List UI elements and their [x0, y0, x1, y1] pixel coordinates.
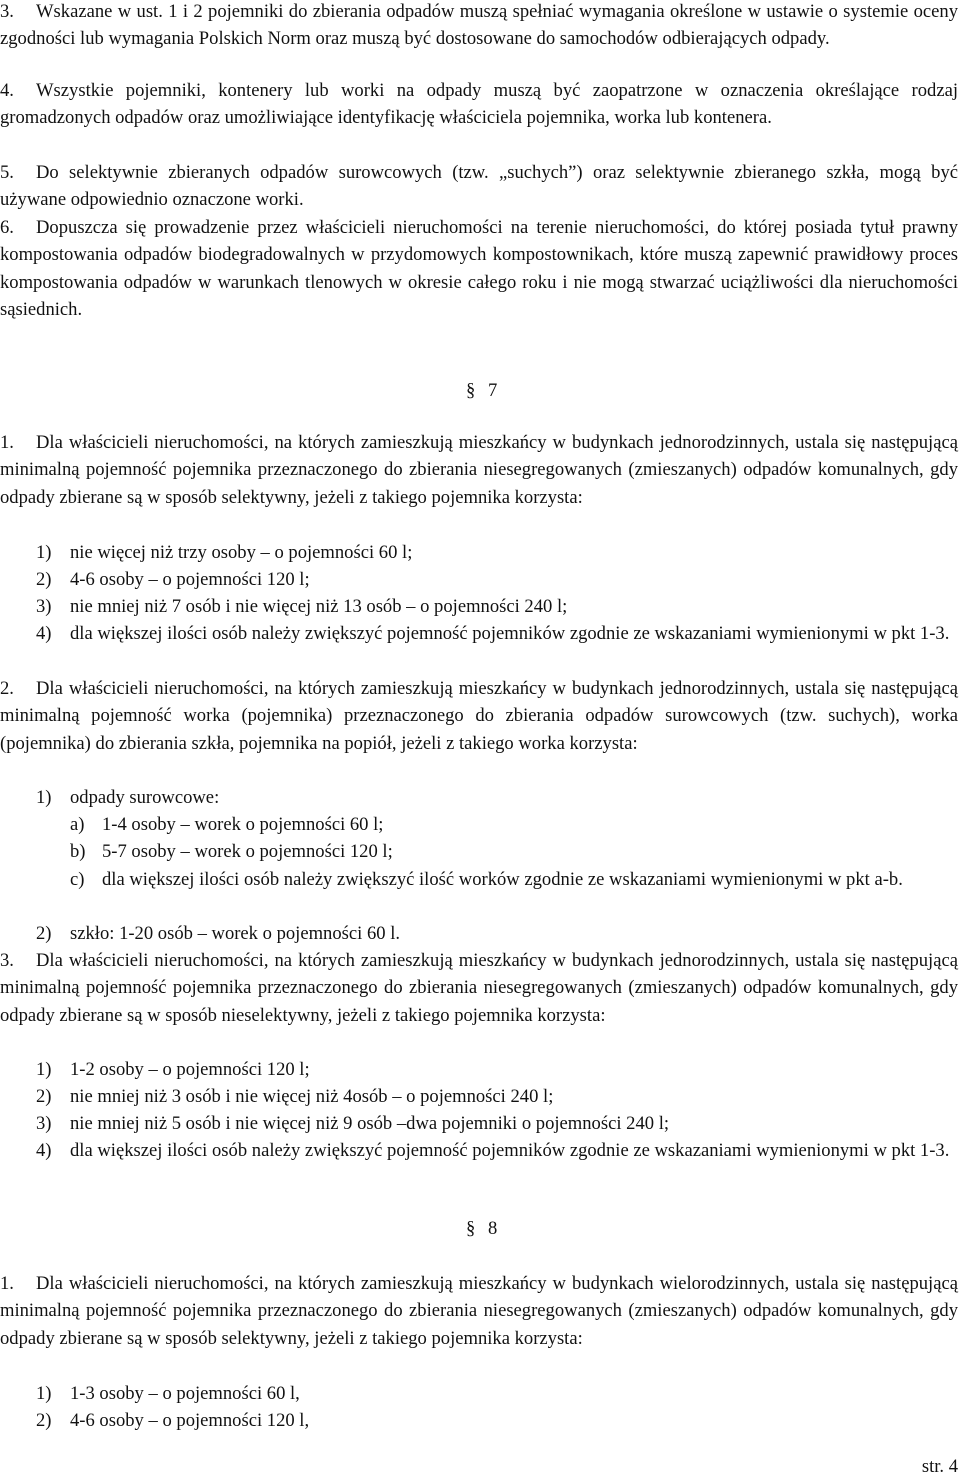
list-item: [36, 784, 958, 811]
list-item: [36, 1380, 958, 1407]
paragraph-text: Wskazane w ust. 1 i 2 pojemniki do zbierania odpadów muszą spełniać wymagania określone w ustawie o systemie oceny zgodności lub wymagania Polskich Norm oraz muszą być dostosowane do samochodów odbierających odpady.: [0, 1, 958, 50]
list-item: [36, 620, 958, 647]
paragraph-number: 1.: [0, 1273, 14, 1294]
sub-list-text: 1-4 osoby – worek o pojemności 60 l;: [102, 814, 384, 835]
list-item: [36, 1110, 958, 1137]
list-text: nie mniej niż 5 osób i nie więcej niż 9 osób –dwa pojemniki o pojemności 240 l;: [70, 1113, 670, 1134]
section-number: 7: [488, 380, 498, 401]
list-item: [36, 1056, 958, 1083]
list-number: 4): [36, 1140, 52, 1161]
list-number: 1): [36, 787, 52, 808]
list-number: 2): [36, 1086, 52, 1107]
paragraph-text: Dla właścicieli nieruchomości, na których zamieszkują mieszkańcy w budynkach jednorodzinnych, ustala się następującą minimalną pojemność pojemnika przeznaczonego do zbierania niesegregowanych (zmieszanych) odpadów komunalnych, gdy odpady zbierane są w sposób nieselektywny, jeżeli z takiego pojemnika korzysta:: [0, 950, 958, 1026]
paragraph-text: Dla właścicieli nieruchomości, na których zamieszkują mieszkańcy w budynkach jednorodzinnych, ustala się następującą minimalną pojemność worka (pojemnika) przeznaczonego do zbierania odpadów surowcowych (tzw. suchych), worka (pojemnika) do zbierania szkła, pojemnika na popiół, jeżeli z takiego worka korzysta:: [0, 678, 958, 754]
paragraph-number: 3.: [0, 950, 14, 971]
list-number: 1): [36, 1059, 52, 1080]
list-text: szkło: 1-20 osób – worek o pojemności 60 l.: [70, 923, 401, 944]
s7-paragraph-1: [0, 429, 958, 511]
paragraph-text: Dla właścicieli nieruchomości, na których zamieszkują mieszkańcy w budynkach jednorodzinnych, ustala się następującą minimalną pojemność pojemnika przeznaczonego do zbierania niesegregowanych (zmieszanych) odpadów komunalnych, gdy odpady zbierane są w sposób selektywny, jeżeli z takiego pojemnika korzysta:: [0, 432, 958, 508]
list-text: nie mniej niż 3 osób i nie więcej niż 4osób – o pojemności 240 l;: [70, 1086, 554, 1107]
section-heading-8: [466, 1215, 497, 1242]
list-text: nie mniej niż 7 osób i nie więcej niż 13 osób – o pojemności 240 l;: [70, 596, 568, 617]
sub-list-text: dla większej ilości osób należy zwiększyć ilość worków zgodnie ze wskazaniami wymienionymi w pkt a-b.: [102, 869, 903, 890]
sub-list-item: [70, 866, 958, 893]
list-item: [36, 539, 958, 566]
list-number: 1): [36, 542, 52, 563]
sub-list-text: 5-7 osoby – worek o pojemności 120 l;: [102, 841, 393, 862]
sub-list-item: [70, 811, 958, 838]
list-number: 2): [36, 569, 52, 590]
list-item: [36, 593, 958, 620]
section-number: 8: [488, 1218, 498, 1239]
list-number: 3): [36, 1113, 52, 1134]
list-text: 1-2 osoby – o pojemności 120 l;: [70, 1059, 310, 1080]
paragraph-number: 6.: [0, 217, 14, 238]
paragraph-text: Do selektywnie zbieranych odpadów surowcowych (tzw. „suchych”) oraz selektywnie zbieranego szkła, mogą być używane odpowiednio oznaczone worki.: [0, 162, 958, 211]
s7-paragraph-2: [0, 675, 958, 757]
paragraph-text: Wszystkie pojemniki, kontenery lub worki na odpady muszą być zaopatrzone w oznaczenia określające rodzaj gromadzonych odpadów oraz umożliwiające identyfikację właściciela pojemnika, worka lub kontenera.: [0, 80, 958, 129]
list-number: 1): [36, 1383, 52, 1404]
list-number: 3): [36, 596, 52, 617]
list-item: [36, 1083, 958, 1110]
list-number: 2): [36, 1410, 52, 1431]
section-mark: §: [466, 1218, 476, 1239]
list-item: [36, 1137, 958, 1164]
paragraph-3: [0, 0, 958, 53]
list-item: [36, 920, 958, 947]
paragraph-number: 5.: [0, 162, 14, 183]
list-text: odpady surowcowe:: [70, 787, 220, 808]
list-item: [36, 566, 958, 593]
paragraph-number: 4.: [0, 80, 14, 101]
section-heading-7: [466, 377, 497, 404]
paragraph-text: Dopuszcza się prowadzenie przez właścicieli nieruchomości na terenie nieruchomości, do której posiada tytuł prawny kompostowania odpadów biodegradowalnych w przydomowych kompostownikach, które muszą zapewnić prawidłowy proces kompostowania odpadów w warunkach tlenowych w okresie całego roku i nie mogą stwarzać uciążliwości dla nieruchomości sąsiednich.: [0, 217, 958, 321]
sub-list-item: [70, 838, 958, 865]
paragraph-text: Dla właścicieli nieruchomości, na których zamieszkują mieszkańcy w budynkach wielorodzinnych, ustala się następującą minimalną pojemność pojemnika przeznaczonego do zbierania niesegregowanych (zmieszanych) odpadów komunalnych, gdy odpady zbierane są w sposób selektywny, jeżeli z takiego pojemnika korzysta:: [0, 1273, 958, 1349]
list-text: dla większej ilości osób należy zwiększyć pojemność pojemników zgodnie ze wskazaniami wymienionymi w pkt 1-3.: [70, 623, 950, 644]
list-item: [36, 1407, 958, 1434]
list-text: 4-6 osoby – o pojemności 120 l;: [70, 569, 310, 590]
list-number: 4): [36, 623, 52, 644]
s7-paragraph-3: [0, 947, 958, 1029]
sub-list-letter: a): [70, 814, 85, 835]
section-mark: §: [466, 380, 476, 401]
sub-list-letter: c): [70, 869, 85, 890]
list-number: 2): [36, 923, 52, 944]
s8-paragraph-1: [0, 1270, 958, 1352]
paragraph-number: 1.: [0, 432, 14, 453]
list-text: nie więcej niż trzy osoby – o pojemności 60 l;: [70, 542, 413, 563]
list-text: 4-6 osoby – o pojemności 120 l,: [70, 1410, 310, 1431]
list-text: dla większej ilości osób należy zwiększyć pojemność pojemników zgodnie ze wskazaniami wymienionymi w pkt 1-3.: [70, 1140, 950, 1161]
paragraph-5: [0, 159, 958, 214]
paragraph-number: 2.: [0, 678, 14, 699]
paragraph-4: [0, 77, 958, 132]
page-number: str. 4: [921, 1456, 958, 1477]
sub-list-letter: b): [70, 841, 86, 862]
list-text: 1-3 osoby – o pojemności 60 l,: [70, 1383, 300, 1404]
paragraph-number: 3.: [0, 1, 14, 22]
paragraph-6: [0, 214, 958, 324]
